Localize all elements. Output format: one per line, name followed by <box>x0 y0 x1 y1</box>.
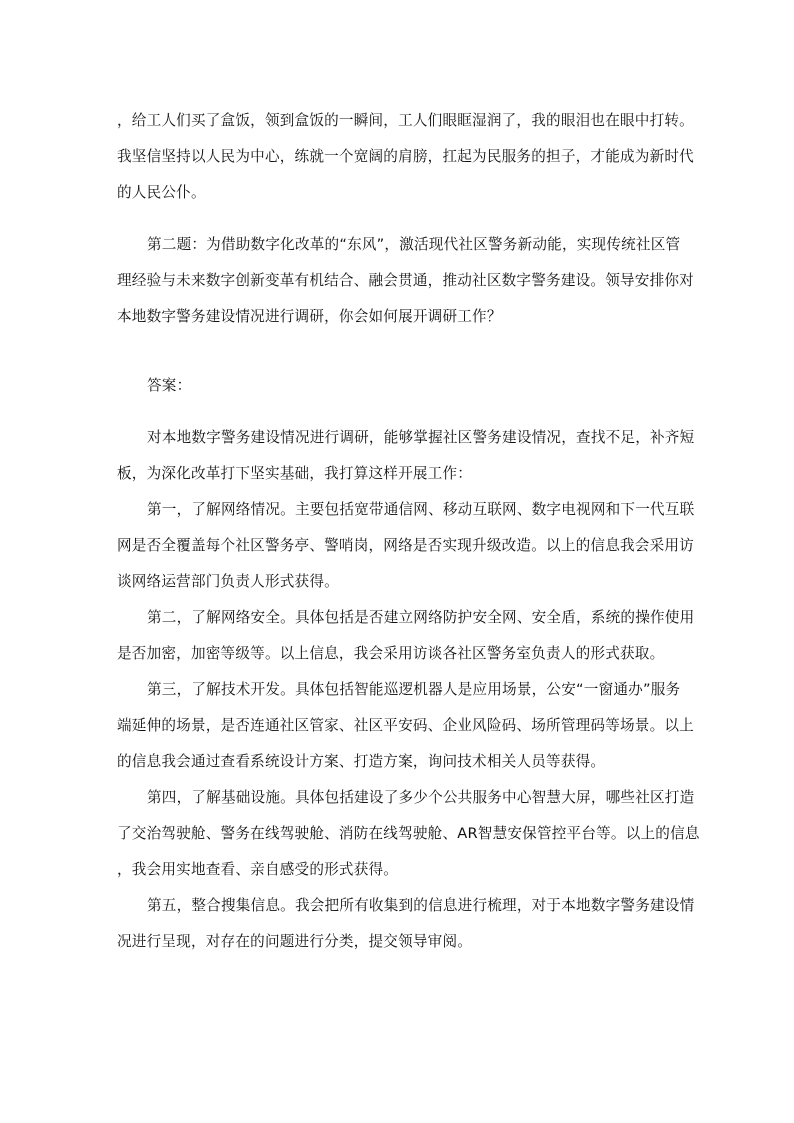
text-line: 板，为深化改革打下坚实基础，我打算这样开展工作： <box>117 465 473 482</box>
text-line: ，给工人们买了盒饭，领到盒饭的一瞬间，工人们眼眶湿润了，我的眼泪也在眼中打转。 <box>117 112 694 129</box>
paragraph <box>117 235 692 343</box>
paragraph-gap <box>117 219 692 235</box>
paragraph <box>117 500 695 608</box>
paragraph <box>117 428 695 500</box>
text-line: 是否加密，加密等级等。以上信息，我会采用访谈各社区警务室负责人的形式获取。 <box>117 645 665 662</box>
paragraph-gap <box>117 412 692 428</box>
text-line: 第二，了解网络安全。具体包括是否建立网络防护安全网、安全盾，系统的操作使用 <box>147 609 695 626</box>
text-line: 况进行呈现，对存在的问题进行分类，提交领导审阅。 <box>117 933 473 950</box>
paragraph <box>117 680 692 788</box>
paragraph-gap <box>117 343 692 376</box>
text-line: 第二题：为借助数字化改革的“东风”，激活现代社区警务新动能，实现传统社区管 <box>147 236 681 253</box>
text-line: 第四，了解基础设施。具体包括建设了多少个公共服务中心智慧大屏，哪些社区打造 <box>147 789 695 806</box>
text-line: 第三，了解技术开发。具体包括智能巡逻机器人是应用场景，公安“一窗通办”服务 <box>147 681 681 698</box>
text-line: 第一，了解网络情况。主要包括宽带通信网、移动互联网、数字电视网和下一代互联 <box>147 501 695 518</box>
text-line: 端延伸的场景，是否连通社区管家、社区平安码、企业风险码、场所管理码等场景。以上 <box>117 717 694 734</box>
text-line: 的人民公仆。 <box>117 184 206 201</box>
paragraph <box>117 608 695 680</box>
paragraph <box>117 788 700 896</box>
text-line: 我坚信坚持以人民为中心，练就一个宽阔的肩膀，扛起为民服务的担子，才能成为新时代 <box>117 148 694 165</box>
text-line: 的信息我会通过查看系统设计方案、打造方案，询问技术相关人员等获得。 <box>117 753 606 770</box>
document-page <box>117 111 700 968</box>
text-line: 本地数字警务建设情况进行调研，你会如何展开调研工作？ <box>117 308 502 325</box>
text-line: 谈网络运营部门负责人形式获得。 <box>117 573 339 590</box>
paragraph <box>117 111 692 219</box>
text-line: 理经验与未来数字创新变革有机结合、融会贯通，推动社区数字警务建设。领导安排你对 <box>117 272 694 289</box>
text-line: 答案： <box>147 377 192 394</box>
paragraph <box>117 376 692 412</box>
paragraph <box>117 896 695 968</box>
text-line: 第五，整合搜集信息。我会把所有收集到的信息进行梳理，对于本地数字警务建设情 <box>147 897 695 914</box>
text-line: 网是否全覆盖每个社区警务亭、警哨岗，网络是否实现升级改造。以上的信息我会采用访 <box>117 537 694 554</box>
text-line: 了交治驾驶舱、警务在线驾驶舱、消防在线驾驶舱、AR智慧安保管控平台等。以上的信息 <box>117 825 700 842</box>
text-line: 对本地数字警务建设情况进行调研，能够掌握社区警务建设情况，查找不足，补齐短 <box>147 429 695 446</box>
text-line: ，我会用实地查看、亲自感受的形式获得。 <box>117 861 399 878</box>
